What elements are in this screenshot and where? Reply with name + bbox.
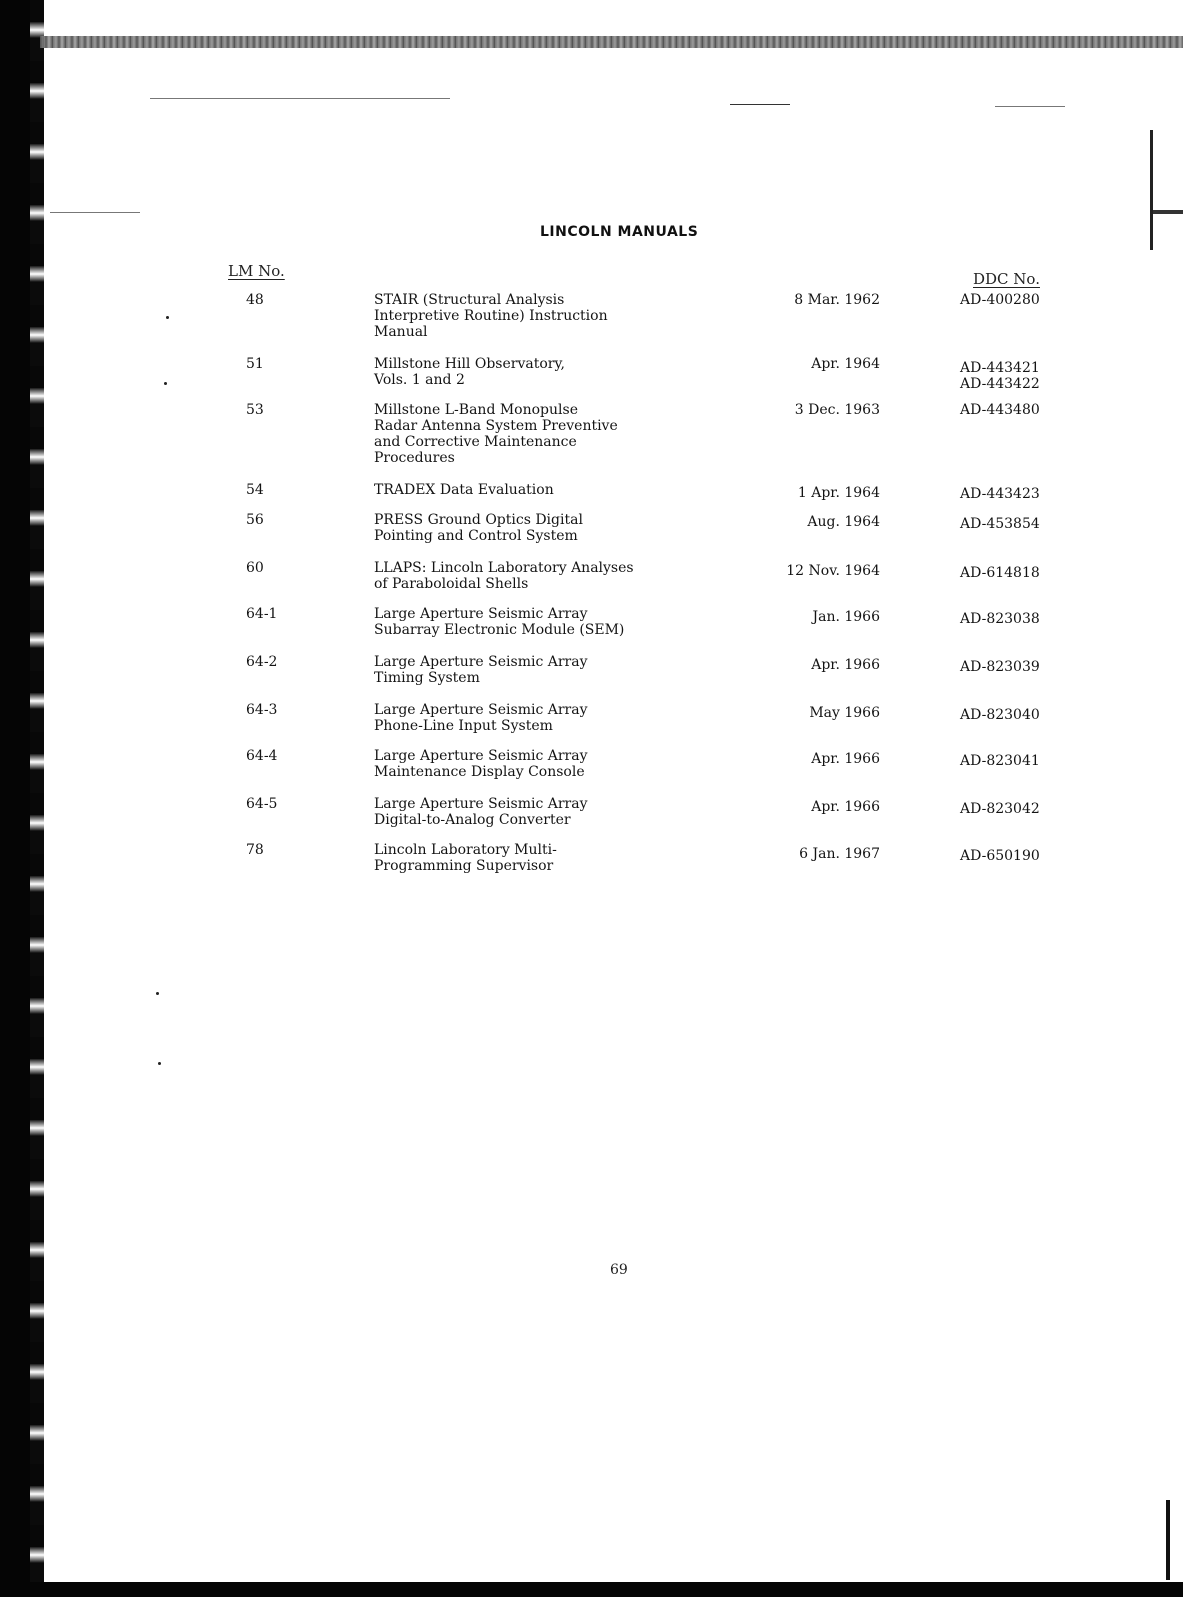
manual-title: Large Aperture Seismic Array Digital-to-Analog Converter <box>374 796 588 828</box>
publication-date: Apr. 1964 <box>811 356 880 372</box>
lm-number: 51 <box>246 356 264 372</box>
manual-title: LLAPS: Lincoln Laboratory Analyses of Paraboloidal Shells <box>374 560 634 592</box>
lm-number: 54 <box>246 482 264 498</box>
manual-title: STAIR (Structural Analysis Interpretive Routine) Instruction Manual <box>374 292 608 340</box>
ddc-number: AD-453854 <box>960 516 1040 532</box>
manual-title: Large Aperture Seismic Array Timing System <box>374 654 588 686</box>
scan-right-mark <box>1166 1500 1170 1580</box>
lm-number: 64-4 <box>246 748 278 764</box>
publication-date: 3 Dec. 1963 <box>794 402 880 418</box>
ddc-number: AD-823041 <box>960 753 1040 769</box>
publication-date: Apr. 1966 <box>811 799 880 815</box>
column-header-lm-no: LM No. <box>228 262 285 280</box>
page-number: 69 <box>610 1262 628 1278</box>
manual-title: TRADEX Data Evaluation <box>374 482 554 498</box>
ddc-number: AD-443423 <box>960 486 1040 502</box>
publication-date: Aug. 1964 <box>807 514 880 530</box>
ddc-number: AD-614818 <box>960 565 1040 581</box>
manual-title: Large Aperture Seismic Array Phone-Line Input System <box>374 702 588 734</box>
ddc-number: AD-823042 <box>960 801 1040 817</box>
manual-title: Lincoln Laboratory Multi- Programming Supervisor <box>374 842 557 874</box>
scan-dot <box>164 382 167 385</box>
scan-dash <box>730 104 790 105</box>
publication-date: 1 Apr. 1964 <box>797 485 880 501</box>
ddc-number: AD-823040 <box>960 707 1040 723</box>
ddc-number: AD-650190 <box>960 848 1040 864</box>
publication-date: 12 Nov. 1964 <box>786 563 880 579</box>
lm-number: 64-5 <box>246 796 278 812</box>
publication-date: Jan. 1966 <box>812 609 880 625</box>
column-header-ddc-no: DDC No. <box>973 270 1040 288</box>
scan-bottom-band <box>0 1582 1183 1597</box>
ddc-number: AD-443480 <box>960 402 1040 418</box>
manual-title: Millstone Hill Observatory, Vols. 1 and 2 <box>374 356 565 388</box>
lm-number: 48 <box>246 292 264 308</box>
manual-title: Large Aperture Seismic Array Subarray Electronic Module (SEM) <box>374 606 625 638</box>
lm-number: 64-1 <box>246 606 278 622</box>
scan-top-band <box>40 36 1183 48</box>
ddc-number: AD-443421 AD-443422 <box>960 360 1040 392</box>
lm-number: 64-2 <box>246 654 278 670</box>
publication-date: 8 Mar. 1962 <box>794 292 880 308</box>
page-title: LINCOLN MANUALS <box>540 224 699 240</box>
scan-dot <box>156 992 159 995</box>
publication-date: Apr. 1966 <box>811 657 880 673</box>
ddc-number: AD-400280 <box>960 292 1040 308</box>
ddc-number: AD-823039 <box>960 659 1040 675</box>
publication-date: Apr. 1966 <box>811 751 880 767</box>
scan-left-edge-texture <box>30 0 44 1597</box>
scan-dot <box>158 1062 161 1065</box>
lm-number: 53 <box>246 402 264 418</box>
publication-date: May 1966 <box>809 705 880 721</box>
manual-title: Large Aperture Seismic Array Maintenance Display Console <box>374 748 588 780</box>
lm-number: 78 <box>246 842 264 858</box>
scan-dot <box>166 316 169 319</box>
lm-number: 64-3 <box>246 702 278 718</box>
scan-right-mark <box>1153 210 1183 214</box>
manual-title: Millstone L-Band Monopulse Radar Antenna System Preventive and Corrective Maintenance Procedures <box>374 402 618 466</box>
lm-number: 60 <box>246 560 264 576</box>
publication-date: 6 Jan. 1967 <box>799 846 880 862</box>
scan-dash <box>50 212 140 213</box>
scan-right-mark <box>1150 130 1153 250</box>
scan-dash <box>150 98 450 99</box>
manual-title: PRESS Ground Optics Digital Pointing and Control System <box>374 512 583 544</box>
ddc-number: AD-823038 <box>960 611 1040 627</box>
scan-dash <box>995 106 1065 107</box>
lm-number: 56 <box>246 512 264 528</box>
